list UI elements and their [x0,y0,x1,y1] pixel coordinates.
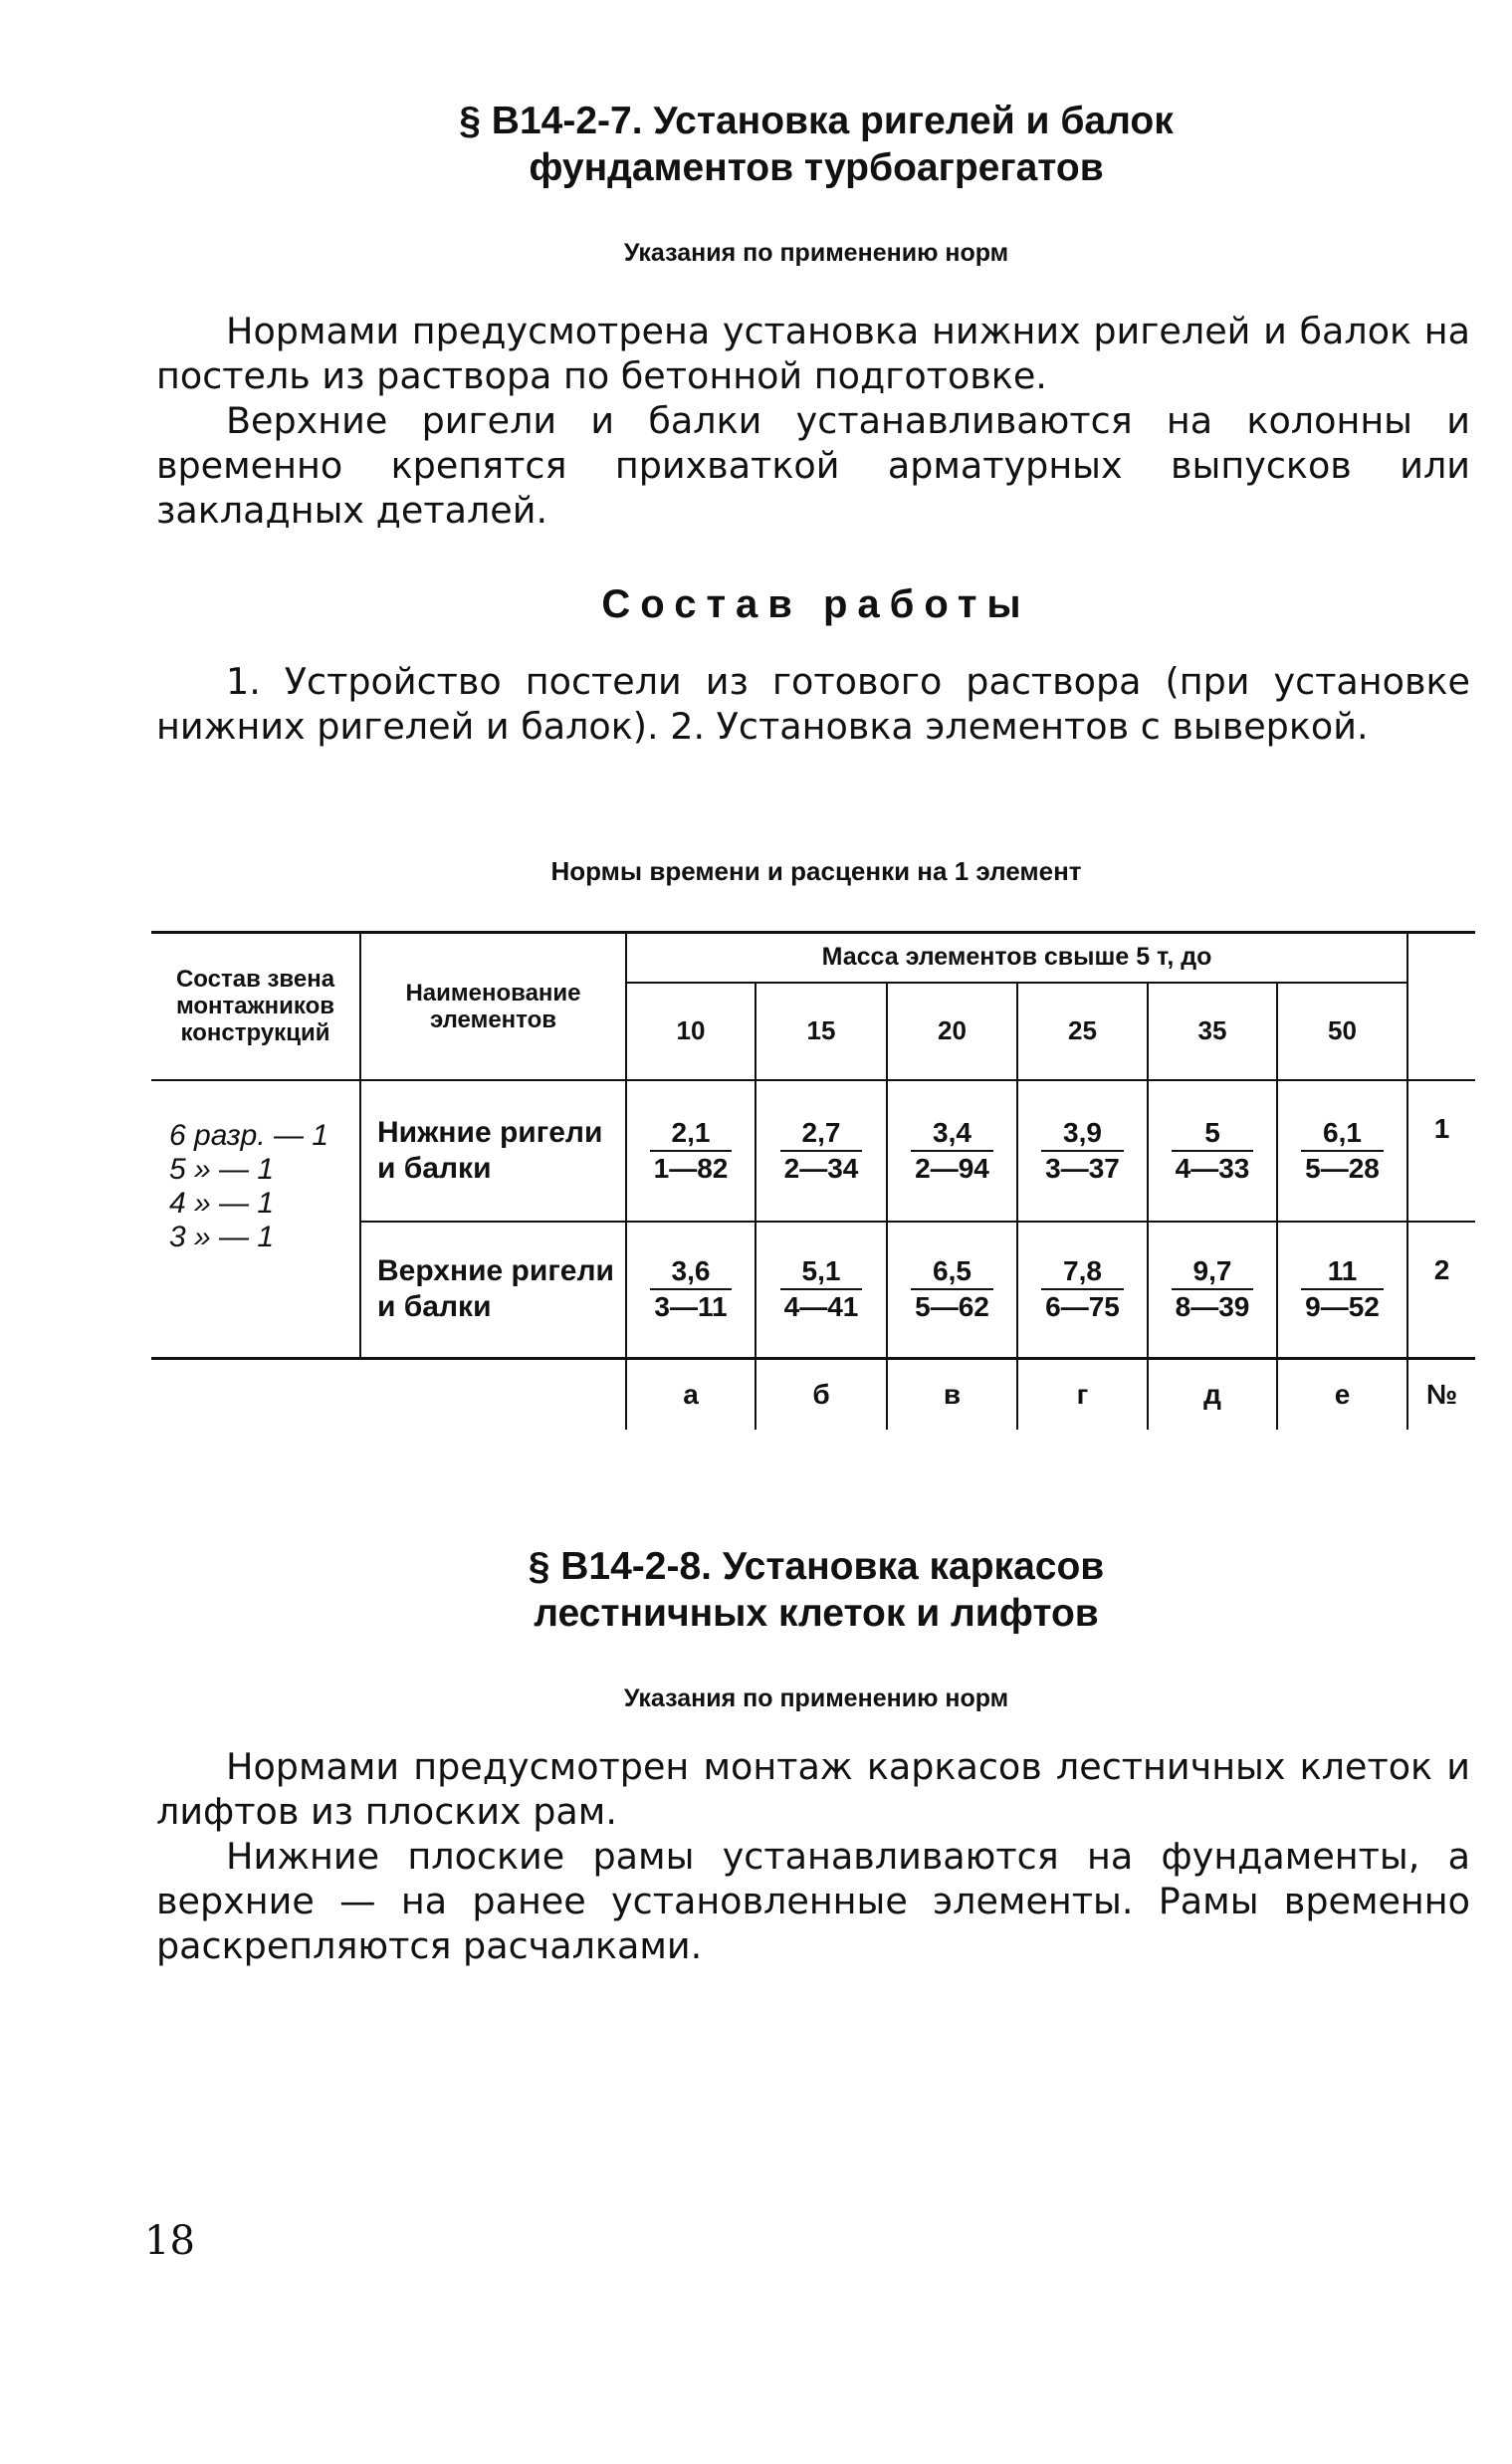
price: 6—75 [1045,1291,1120,1323]
norm-cell [1277,1080,1407,1222]
instructions-heading-2: Указания по применению норм [623,1684,1009,1712]
column-letter: б [756,1359,887,1431]
mass-20: 20 [887,983,1017,1080]
price: 8—39 [1175,1291,1250,1323]
norm-cell [1017,1080,1148,1222]
time-norm: 2,1 [650,1116,733,1152]
section-title-line2: лестничных клеток и лифтов [534,1592,1099,1635]
time-norm: 5,1 [780,1254,863,1290]
row-number: 1 [1407,1080,1475,1222]
crew-composition [151,1080,360,1359]
price: 9—52 [1305,1291,1380,1323]
header-num-blank [1407,933,1475,1080]
norm-cell [626,1080,756,1222]
price: 4—33 [1175,1152,1250,1184]
section1-body [156,309,1470,533]
crew-line: 4 » — 1 [169,1186,275,1220]
time-norm: 6,5 [911,1254,993,1290]
section-title-b14-2-8 [159,1543,1473,1637]
price: 3—37 [1045,1152,1120,1184]
letters-blank [360,1359,626,1431]
section-title-line1: § В14-2-7. Установка ригелей и балок [459,100,1174,142]
header-mass: Масса элементов свыше 5 т, до [626,933,1407,983]
paragraph-2: Верхние ригели и балки устанавливаются на колонны и временно крепятся прихваткой арматурных выпусков или закладных деталей. [156,399,1470,532]
mass-10: 10 [626,983,756,1080]
column-letter: г [1017,1359,1148,1431]
mass-15: 15 [756,983,887,1080]
price: 4—41 [783,1291,859,1323]
price: 2—94 [915,1152,989,1184]
paragraph-2: Нижние плоские рамы устанавливаются на фундаменты, а верхние — на ранее установленные элементы. Рамы временно раскрепляются расчалками. [156,1835,1470,1967]
time-norm: 3,4 [911,1116,993,1152]
norm-cell [1148,1222,1277,1359]
section2-body [156,1744,1470,1968]
norm-cell [756,1080,887,1222]
work-composition-text [156,659,1470,749]
norm-cell [887,1080,1017,1222]
table-row-1 [151,1080,1475,1222]
row-number: 2 [1407,1222,1475,1359]
time-norm: 11 [1301,1254,1384,1290]
norm-cell [626,1222,756,1359]
price: 2—34 [783,1152,859,1184]
time-norm: 2,7 [780,1116,863,1152]
norm-cell [756,1222,887,1359]
norm-cell [887,1222,1017,1359]
column-letter: а [626,1359,756,1431]
letters-blank [151,1359,360,1431]
section-title-line1: § В14-2-8. Установка каркасов [528,1545,1105,1588]
header-element-name: Наименование элементов [360,933,626,1080]
paragraph-1: Нормами предусмотрена установка нижних ригелей и балок на постель из раствора по бетонной подготовке. [156,310,1470,397]
header-crew: Состав звена монтажников конструкций [151,933,360,1080]
mass-35: 35 [1148,983,1277,1080]
element-name: Верхние ригели и балки [360,1222,626,1359]
price: 1—82 [653,1152,729,1184]
section-title-b14-2-7 [159,98,1473,191]
norm-cell [1017,1222,1148,1359]
crew-line: 5 » — 1 [169,1152,275,1186]
time-norm: 3,6 [650,1254,731,1290]
column-letter: в [887,1359,1017,1431]
price: 3—11 [654,1291,728,1323]
time-norm: 9,7 [1172,1254,1254,1290]
column-letter: д [1148,1359,1277,1431]
mass-25: 25 [1017,983,1148,1080]
page-number: 18 [144,2218,195,2264]
table-title: Нормы времени и расценки на 1 элемент [550,856,1082,886]
letters-row [151,1359,1475,1431]
time-norm: 5 [1172,1116,1254,1152]
time-norm: 7,8 [1041,1254,1124,1290]
time-norm: 6,1 [1301,1116,1384,1152]
time-norm: 3,9 [1041,1116,1124,1152]
work-composition-heading: Состав работы [601,582,1031,626]
norms-table [151,931,1475,1430]
instructions-heading: Указания по применению норм [623,239,1009,267]
mass-50: 50 [1277,983,1407,1080]
norm-cell [1148,1080,1277,1222]
crew-line: 3 » — 1 [169,1220,275,1253]
work-steps: 1. Устройство постели из готового раствора (при установке нижних ригелей и балок). 2. Установка элементов с выверкой. [156,660,1470,748]
price: 5—28 [1305,1152,1380,1184]
crew-line: 6 разр. — 1 [169,1118,329,1152]
element-name: Нижние ригели и балки [360,1080,626,1222]
column-letter: е [1277,1359,1407,1431]
number-label: № [1407,1359,1475,1431]
paragraph-1: Нормами предусмотрен монтаж каркасов лестничных клеток и лифтов из плоских рам. [156,1745,1470,1833]
price: 5—62 [915,1291,989,1323]
section-title-line2: фундаментов турбоагрегатов [529,146,1104,189]
norm-cell [1277,1222,1407,1359]
